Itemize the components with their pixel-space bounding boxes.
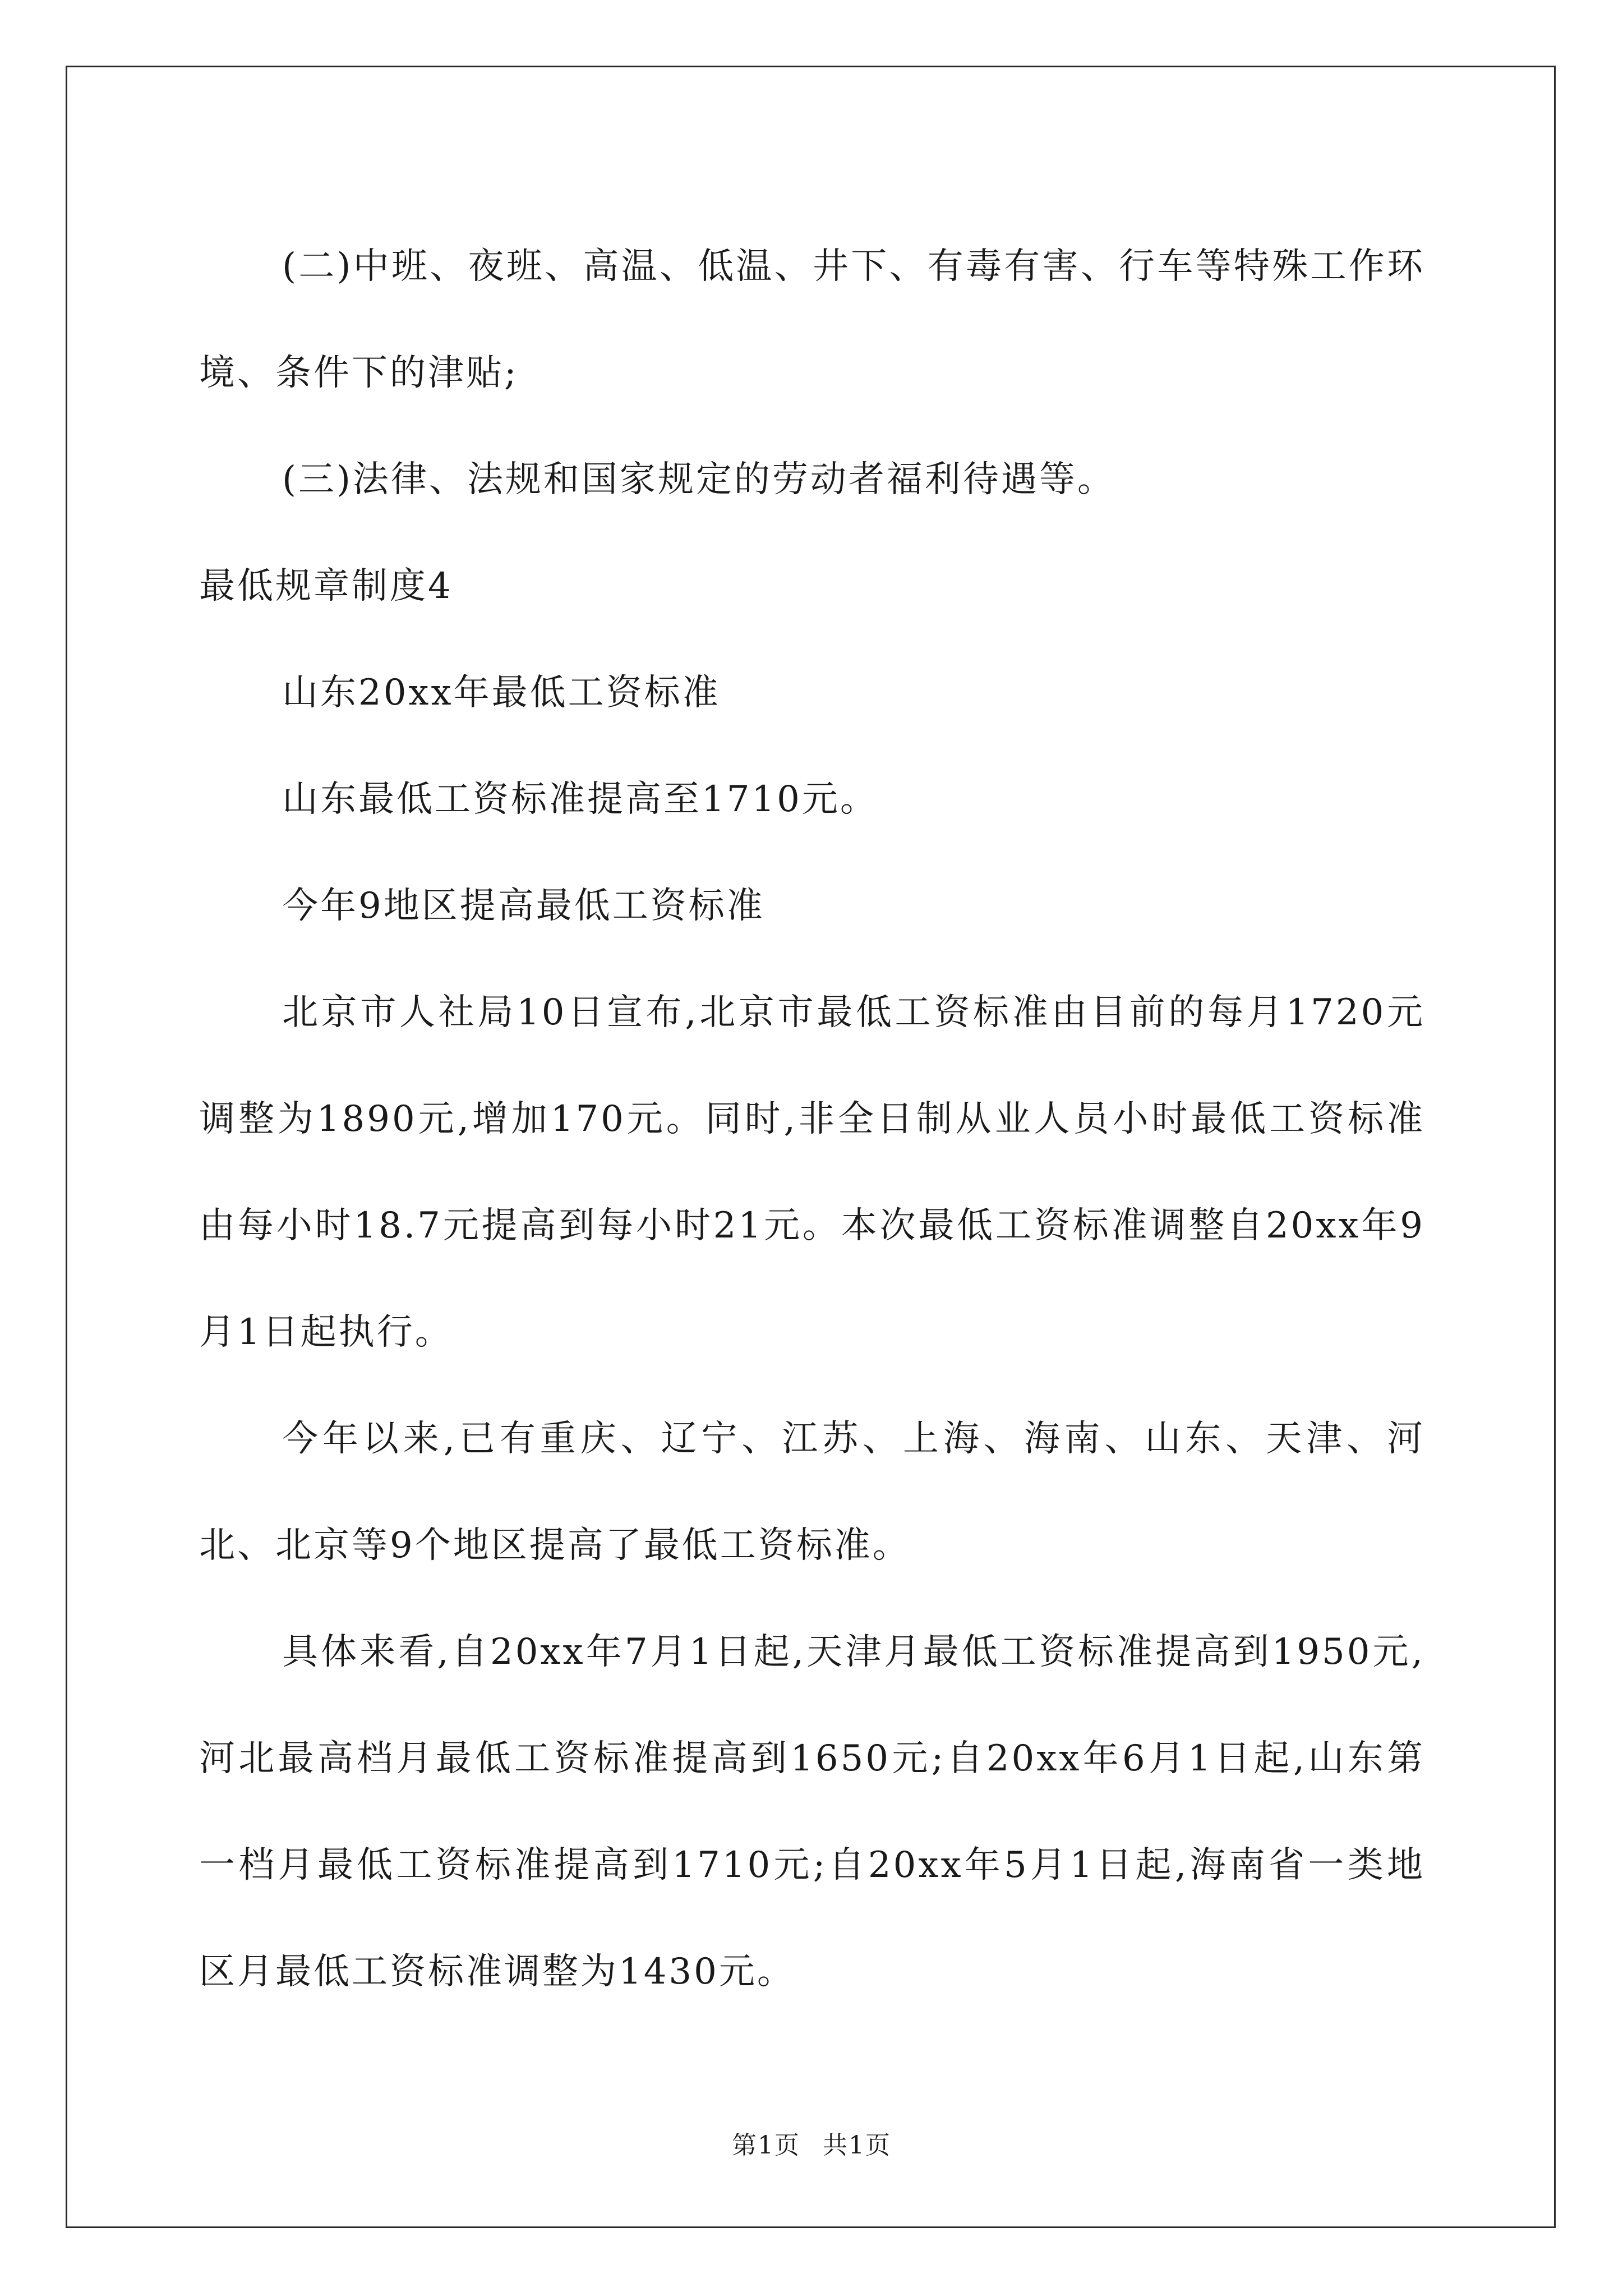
paragraph-nine-regions-title: 今年9地区提高最低工资标准 <box>282 885 765 927</box>
paragraph-shandong-title: 山东20xx年最低工资标准 <box>282 672 721 714</box>
paragraph-shandong-raise: 山东最低工资标准提高至1710元。 <box>282 779 878 820</box>
page-footer <box>0 2129 1623 2162</box>
paragraph-welfare: (三)法律、法规和国家规定的劳动者福利待遇等。 <box>282 459 1115 500</box>
paragraph-details: 具体来看,自20xx年7月1日起,天津月最低工资标准提高到1950元,河北最高档月最低工资标准提高到1650元;自20xx年6月1日起,山东第一档月最低工资标准提高到1710元;自20xx年5月1日起,海南省一类地区月最低工资标准调整为1430元。 <box>199 1631 1425 1993</box>
page-number-total: 共1页 <box>823 2131 891 2160</box>
section-heading: 最低规章制度4 <box>199 565 453 607</box>
document-body <box>199 213 1425 2025</box>
paragraph-regions-list: 今年以来,已有重庆、辽宁、江苏、上海、海南、山东、天津、河北、北京等9个地区提高了最低工资标准。 <box>199 1418 1425 1566</box>
page-number-current: 第1页 <box>732 2131 800 2160</box>
paragraph-allowances: (二)中班、夜班、高温、低温、井下、有毒有害、行车等特殊工作环境、条件下的津贴; <box>199 246 1425 394</box>
paragraph-beijing: 北京市人社局10日宣布,北京市最低工资标准由目前的每月1720元调整为1890元,增加170元。同时,非全日制从业人员小时最低工资标准由每小时18.7元提高到每小时21元。本次最低工资标准调整自20xx年9月1日起执行。 <box>199 992 1425 1353</box>
